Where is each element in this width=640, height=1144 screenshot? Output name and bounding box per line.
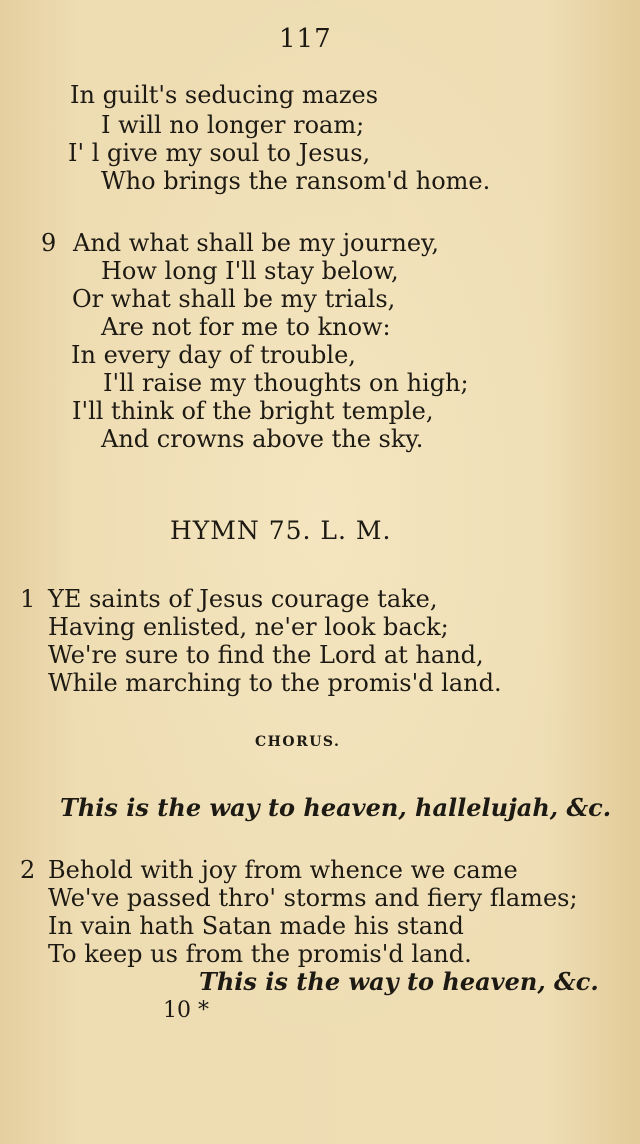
verse-line: I'll think of the bright temple,: [72, 397, 434, 425]
verse-line: How long I'll stay below,: [101, 257, 399, 285]
verse-line: I' l give my soul to Jesus,: [68, 139, 371, 167]
verse-line: To keep us from the promis'd land.: [48, 940, 472, 968]
verse-line: In every day of trouble,: [71, 341, 356, 369]
verse-line: I will no longer roam;: [101, 111, 365, 139]
verse-line: We're sure to find the Lord at hand,: [48, 641, 484, 669]
verse-line: YE saints of Jesus courage take,: [48, 585, 438, 613]
page-number: 117: [279, 24, 332, 54]
verse-line: While marching to the promis'd land.: [48, 669, 502, 697]
verse-line: Having enlisted, ne'er look back;: [48, 613, 449, 641]
verse-line: Are not for me to know:: [101, 313, 391, 341]
verse-line: Behold with joy from whence we came: [48, 856, 518, 884]
signature-mark: 10 *: [163, 998, 209, 1023]
stanza-number: 2: [20, 856, 36, 884]
verse-line: In vain hath Satan made his stand: [48, 912, 464, 940]
verse-line: And what shall be my journey,: [73, 229, 440, 257]
verse-line: Who brings the ransom'd home.: [101, 167, 491, 195]
chorus-line: This is the way to heaven, hallelujah, &c.: [60, 793, 612, 822]
verse-line: We've passed thro' storms and fiery flames;: [48, 884, 578, 912]
verse-line: Or what shall be my trials,: [72, 285, 396, 313]
verse-line: And crowns above the sky.: [101, 425, 424, 453]
stanza-number: 9: [41, 229, 57, 257]
stanza-number: 1: [20, 585, 36, 613]
chorus-reference: This is the way to heaven, &c.: [199, 967, 599, 996]
hymn-title: HYMN 75. L. M.: [170, 516, 392, 545]
verse-line: In guilt's seducing mazes: [70, 81, 379, 109]
verse-line: I'll raise my thoughts on high;: [103, 369, 469, 397]
chorus-heading: CHORUS.: [255, 734, 341, 750]
